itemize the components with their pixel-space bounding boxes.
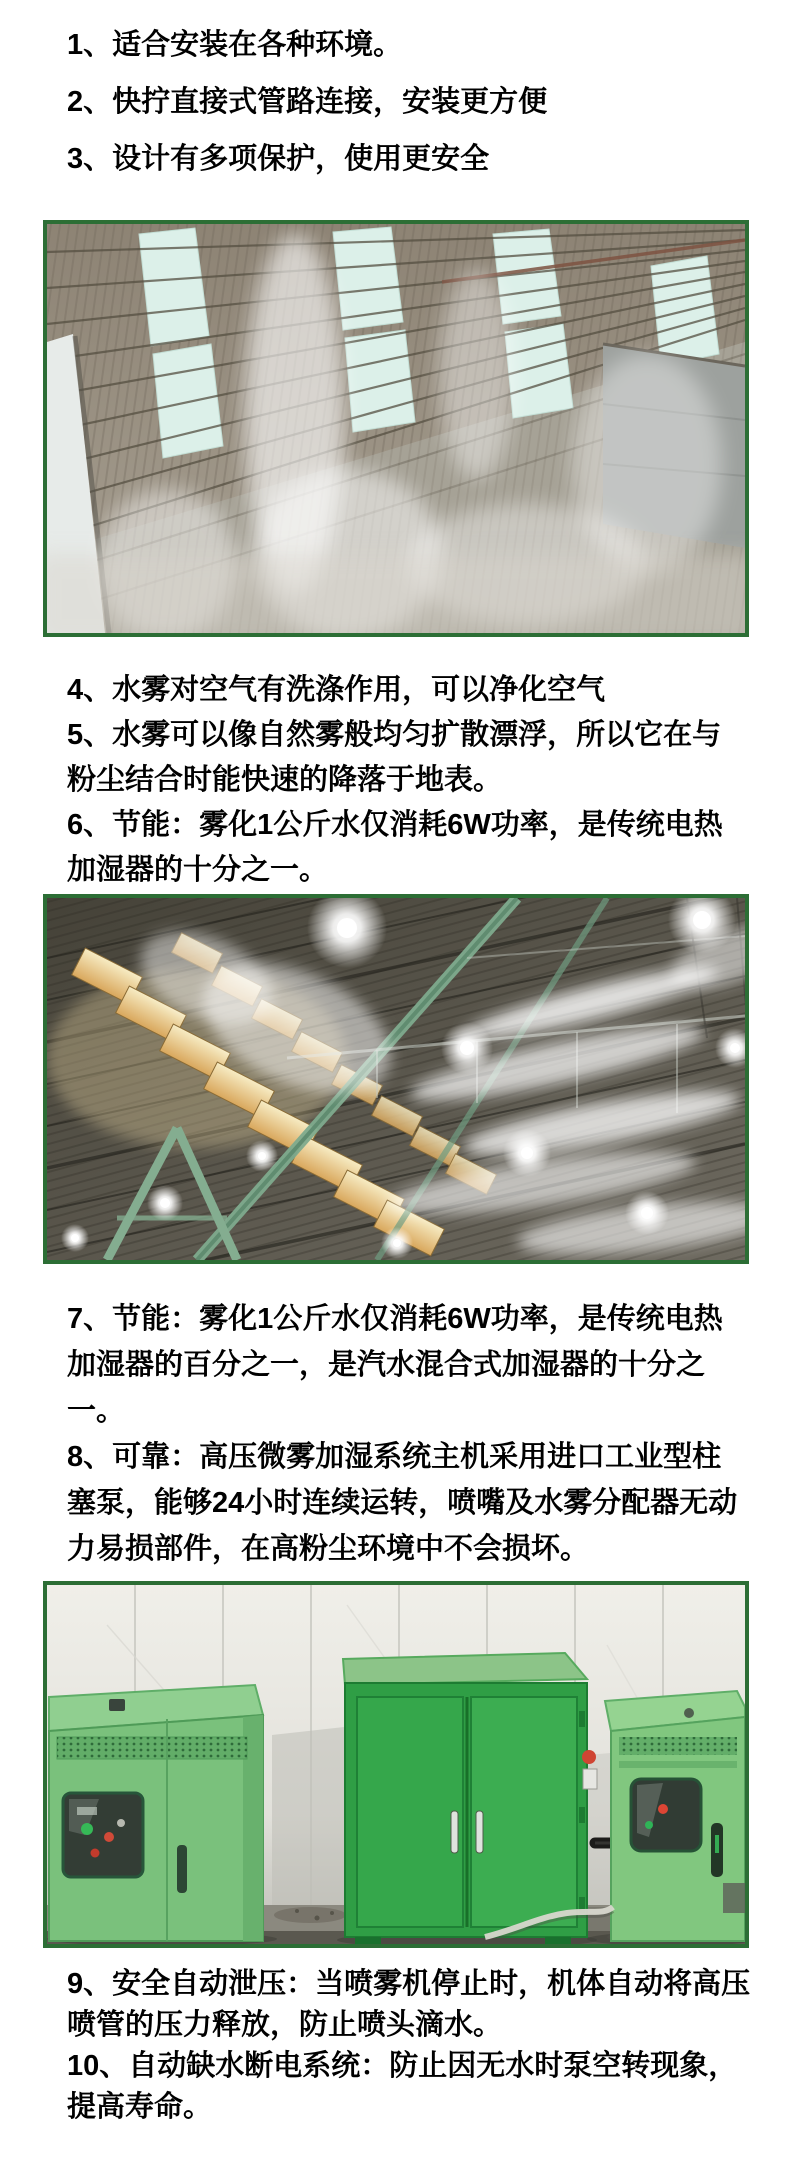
feature-list-lower	[67, 1296, 749, 1572]
feature-item-3: 3、设计有多项保护，使用更安全	[67, 143, 490, 175]
photo-factory-roof-mist	[43, 220, 749, 637]
warehouse-ceiling-spray-scene	[47, 898, 745, 1260]
feature-item-9: 9、安全自动泄压：当喷雾机停止时，机体自动将高压喷管的压力释放，防止喷头滴水。	[67, 1968, 751, 2041]
feature-list-bottom	[67, 1964, 757, 2128]
feature-list-mid	[67, 668, 747, 893]
pressure-valve	[582, 1750, 596, 1764]
feature-item-10: 10、自动缺水断电系统：防止因无水时泵空转现象，提高寿命。	[67, 2050, 738, 2123]
door-handle	[451, 1811, 458, 1853]
feature-item-2: 2、快拧直接式管路连接，安装更方便	[67, 86, 548, 118]
photo-green-misting-machine-cabinets	[43, 1581, 749, 1948]
left-control-cabinet	[49, 1685, 263, 1941]
red-indicator	[658, 1804, 668, 1814]
ground-mist-band	[47, 554, 745, 633]
feature-item-6: 6、节能：雾化1公斤水仅消耗6W功率，是传统电热加湿器的十分之一。	[67, 809, 723, 886]
door-handle	[476, 1811, 483, 1853]
feature-list-top	[67, 26, 747, 197]
red-button	[104, 1832, 114, 1842]
feature-item-8: 8、可靠：高压微雾加湿系统主机采用进口工业型柱塞泵，能够24小时连续运转，喷嘴及水雾分配器无动力易损部件，在高粉尘环境中不会损坏。	[67, 1441, 738, 1565]
factory-roof-mist-scene	[47, 224, 745, 633]
photo-warehouse-ceiling-spray	[43, 894, 749, 1264]
door-handle-slot	[177, 1845, 187, 1893]
green-indicator	[645, 1821, 653, 1829]
feature-item-7: 7、节能：雾化1公斤水仅消耗6W功率，是传统电热加湿器的百分之一，是汽水混合式加湿器的十分之一。	[67, 1303, 723, 1427]
feature-item-1: 1、适合安装在各种环境。	[67, 29, 403, 61]
pump-cabinet	[605, 1691, 745, 1941]
cabinet-right-door	[471, 1697, 577, 1927]
cabinet-left-door	[357, 1697, 463, 1927]
machine-cabinets-scene	[47, 1585, 745, 1944]
feature-item-5: 5、水雾可以像自然雾般均匀扩散漂浮，所以它在与粉尘结合时能快速的降落于地表。	[67, 719, 722, 796]
feature-item-4: 4、水雾对空气有洗涤作用，可以净化空气	[67, 674, 606, 706]
green-indicator	[81, 1823, 93, 1835]
